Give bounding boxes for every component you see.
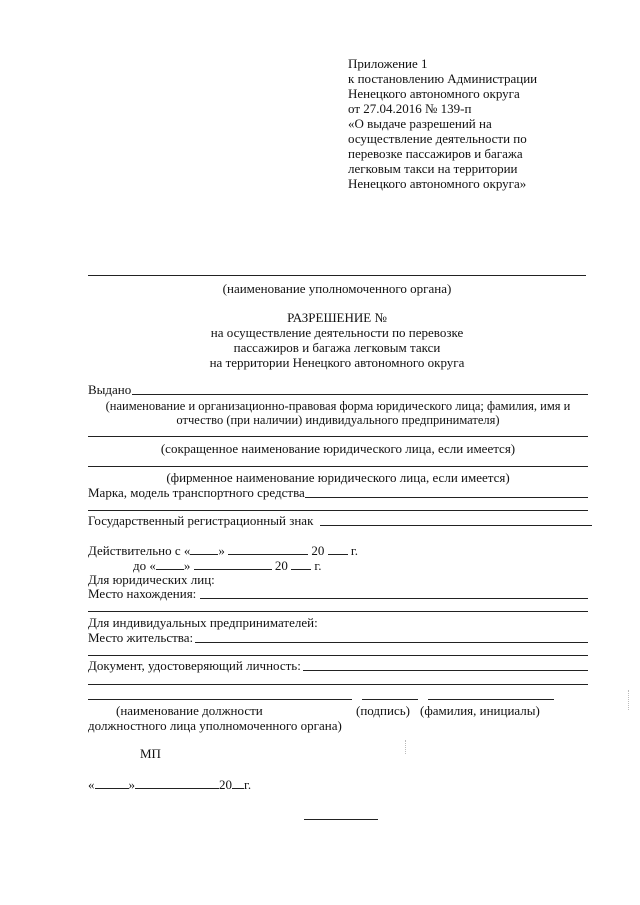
date-year-field[interactable] (232, 776, 244, 789)
appendix-line-9: Ненецкого автономного округа» (348, 176, 527, 191)
scan-mark-1 (628, 690, 629, 710)
date-year-suffix: г. (244, 777, 252, 792)
issued-to-field[interactable] (132, 394, 588, 395)
valid-from-day-field[interactable] (190, 542, 218, 555)
document-field[interactable] (303, 670, 588, 671)
date-row (88, 776, 251, 792)
entrepreneur-heading: Для индивидуальных предпринимателей: (88, 615, 318, 630)
valid-from-suffix: » (218, 543, 225, 558)
signature-caption: (подпись) (356, 703, 410, 718)
valid-from-prefix: Действительно с « (88, 543, 191, 558)
short-name-caption: (сокращенное наименование юридического лица, если имеется) (160, 441, 516, 456)
vehicle-model-field-extra[interactable] (88, 510, 588, 511)
authority-caption: (наименование уполномоченного органа) (222, 281, 452, 296)
short-name-field[interactable] (88, 436, 588, 437)
permit-title-line-2: пассажиров и багажа легковым такси (233, 340, 441, 355)
legal-heading: Для юридических лиц: (88, 572, 215, 587)
valid-to-year-prefix: 20 (274, 558, 288, 573)
permit-title-line-1: на осуществление деятельности по перевозке (210, 325, 464, 340)
valid-from-year-suffix: г. (350, 543, 359, 558)
residence-field-extra[interactable] (88, 655, 588, 656)
issued-caption-2: отчество (при наличии) индивидуального предпринимателя) (176, 413, 500, 427)
date-close-quote: » (128, 777, 135, 792)
valid-to-year-suffix: г. (314, 558, 322, 573)
footer-separator (304, 819, 378, 820)
valid-to-suffix: » (183, 558, 191, 573)
date-month-field[interactable] (135, 776, 219, 789)
valid-to-prefix: до « (133, 558, 156, 573)
valid-from-year-prefix: 20 (311, 543, 325, 558)
position-caption-1: (наименование должности (116, 703, 263, 718)
appendix-line-6: осуществление деятельности по (348, 131, 527, 146)
appendix-line-5: «О выдаче разрешений на (348, 116, 492, 131)
permit-title-line-3: на территории Ненецкого автономного округа (209, 355, 465, 370)
document-field-extra[interactable] (88, 684, 588, 685)
vehicle-model-label: Марка, модель транспортного средства (88, 485, 305, 500)
plate-field[interactable] (320, 525, 592, 526)
residence-label: Место жительства: (88, 630, 194, 645)
location-field-extra[interactable] (88, 611, 588, 612)
valid-from-row (88, 542, 358, 558)
date-year-prefix: 20 (219, 777, 232, 792)
authority-name-line[interactable] (88, 275, 586, 276)
valid-to-row (133, 557, 322, 573)
valid-to-month-field[interactable] (194, 557, 272, 570)
name-initials-field[interactable] (428, 699, 554, 700)
appendix-line-7: перевозке пассажиров и багажа (348, 146, 523, 161)
brand-name-field[interactable] (88, 466, 588, 467)
valid-from-year-field[interactable] (328, 542, 348, 555)
position-caption-2: должностного лица уполномоченного органа) (88, 718, 342, 733)
stamp-label: МП (140, 746, 161, 761)
location-label: Место нахождения: (88, 586, 197, 601)
residence-field[interactable] (195, 642, 588, 643)
document-label: Документ, удостоверяющий личность: (88, 658, 301, 673)
appendix-line-3: Ненецкого автономного округа (348, 86, 520, 101)
appendix-line-4: от 27.04.2016 № 139-п (348, 101, 472, 116)
location-field[interactable] (200, 598, 588, 599)
name-initials-caption: (фамилия, инициалы) (420, 703, 540, 718)
appendix-line-1: Приложение 1 (348, 56, 428, 71)
plate-label: Государственный регистрационный знак (88, 513, 314, 528)
signature-field[interactable] (362, 699, 418, 700)
valid-to-day-field[interactable] (156, 557, 184, 570)
issued-caption-1: (наименование и организационно-правовая форма юридического лица; фамилия, имя и (105, 399, 571, 413)
issued-label: Выдано (88, 382, 132, 397)
brand-name-caption: (фирменное наименование юридического лица, если имеется) (166, 470, 510, 485)
permit-heading: РАЗРЕШЕНИЕ № (287, 310, 387, 325)
valid-to-year-field[interactable] (291, 557, 311, 570)
appendix-line-2: к постановлению Администрации (348, 71, 538, 86)
vehicle-model-field[interactable] (305, 497, 588, 498)
date-open-quote: « (88, 777, 95, 792)
appendix-line-8: легковым такси на территории (348, 161, 518, 176)
valid-from-month-field[interactable] (228, 542, 308, 555)
scan-mark-2 (405, 740, 406, 754)
position-field[interactable] (88, 699, 352, 700)
date-day-field[interactable] (95, 776, 129, 789)
